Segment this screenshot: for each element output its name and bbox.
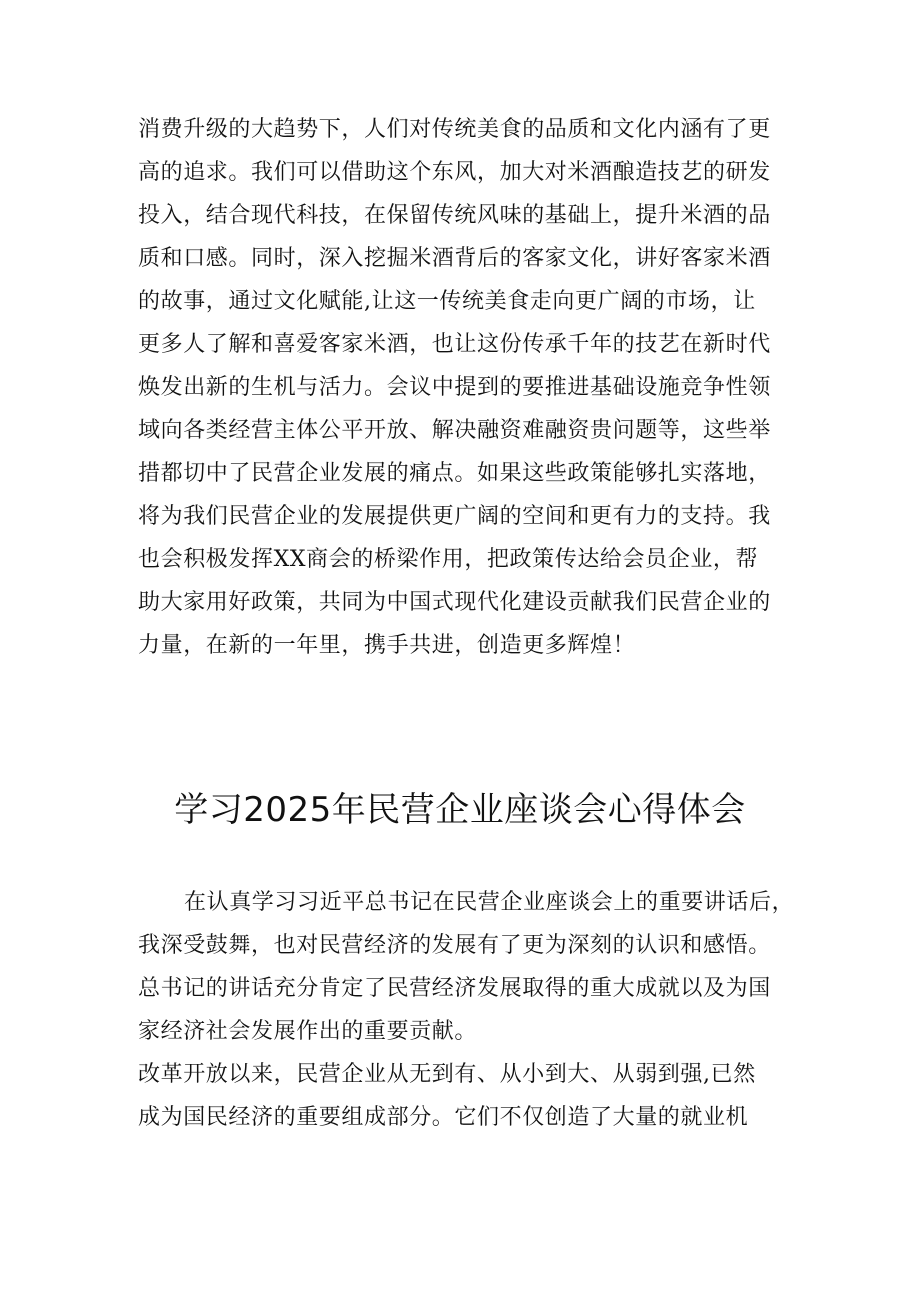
text-line: 措都切中了民营企业发展的痛点。如果这些政策能够扎实落地， bbox=[138, 461, 771, 486]
text-line: 更多人了解和喜爱客家米酒，也让这份传承千年的技艺在新时代 bbox=[138, 332, 771, 357]
text-line: 投入，结合现代科技，在保留传统风味的基础上，提升米酒的品 bbox=[138, 203, 771, 228]
text-line: 域向各类经营主体公平开放、解决融资难融资贵问题等，这些举 bbox=[138, 418, 771, 443]
text-line: 高的追求。我们可以借助这个东风，加大对米酒酿造技艺的研发 bbox=[138, 160, 771, 185]
text-line: 力量，在新的一年里，携手共进，创造更多辉煌！ bbox=[138, 633, 636, 658]
text-line: 的故事，通过文化赋能,让这一传统美食走向更广阔的市场，让 bbox=[138, 289, 756, 314]
text-line: 将为我们民营企业的发展提供更广阔的空间和更有力的支持。我 bbox=[138, 504, 771, 529]
text-line: 助大家用好政策，共同为中国式现代化建设贡献我们民营企业的 bbox=[138, 590, 771, 615]
text-line: 家经济社会发展作出的重要贡献。 bbox=[138, 1019, 478, 1044]
text-line: 改革开放以来，民营企业从无到有、从小到大、从弱到强,已然 bbox=[138, 1062, 756, 1087]
text-line: 焕发出新的生机与活力。会议中提到的要推进基础设施竞争性领 bbox=[138, 375, 771, 400]
text-line: 也会积极发挥XX商会的桥梁作用，把政策传达给会员企业，帮 bbox=[138, 547, 759, 572]
article-title: 学习2025年民营企业座谈会心得体会 bbox=[174, 790, 746, 830]
text-line: 消费升级的大趋势下，人们对传统美食的品质和文化内涵有了更 bbox=[138, 117, 771, 142]
text-line: 总书记的讲话充分肯定了民营经济发展取得的重大成就以及为国 bbox=[138, 976, 771, 1001]
text-line: 我深受鼓舞，也对民营经济的发展有了更为深刻的认识和感悟。 bbox=[138, 933, 771, 958]
article-body bbox=[138, 881, 818, 1139]
text-line: 在认真学习习近平总书记在民营企业座谈会上的重要讲话后， bbox=[184, 890, 795, 915]
continuation-paragraph bbox=[138, 108, 818, 667]
text-line: 质和口感。同时，深入挖掘米酒背后的客家文化，讲好客家米酒 bbox=[138, 246, 771, 271]
text-line: 成为国民经济的重要组成部分。它们不仅创造了大量的就业机 bbox=[138, 1105, 749, 1130]
